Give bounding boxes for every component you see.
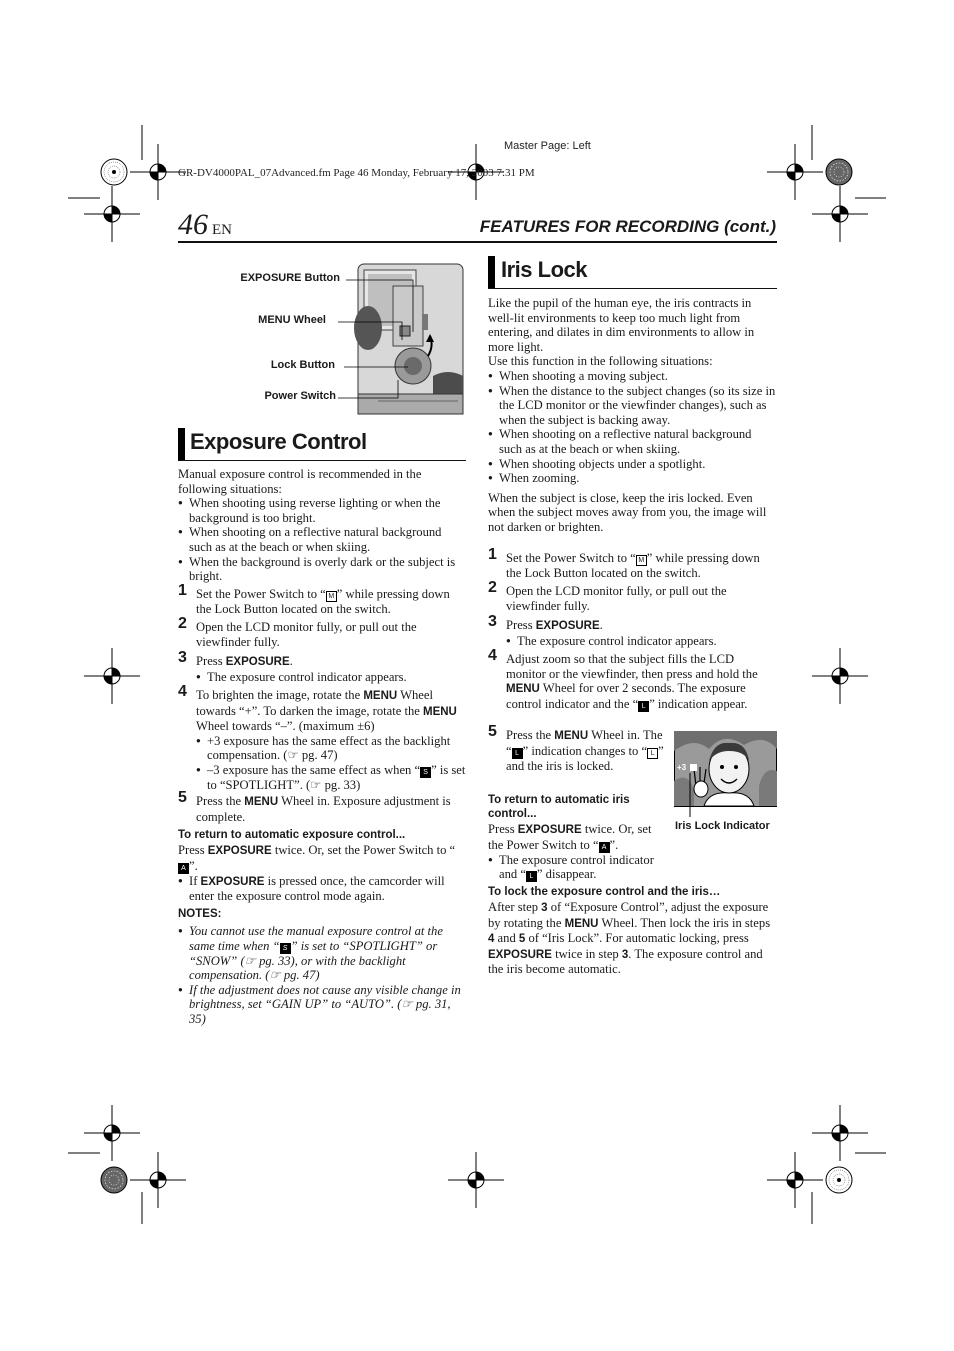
iris-note: When the subject is close, keep the iris locked. Even when the subject moves away from you, the image will not darken or brighten. xyxy=(488,490,767,534)
exposure-return-block: Press EXPOSURE twice. Or, set the Power Switch to “A ”. ● If EXPOSURE is pressed once, the camcorder will enter the exposure control mode again. xyxy=(178,843,466,904)
exposure-bullet: ● When shooting on a reflective natural background such as at the beach or when skiing. xyxy=(178,525,466,554)
master-page-label: Master Page: Left xyxy=(504,140,591,152)
iris-lock-figure xyxy=(674,731,778,817)
page-number: 46 xyxy=(178,208,208,241)
section-bar xyxy=(488,256,495,288)
iris-lock-icon: L xyxy=(526,871,537,882)
manual-mode-icon: M xyxy=(636,555,647,566)
iris-step-4: 4 Adjust zoom so that the subject fills the LCD monitor or the viewfinder, then press and hold the MENU Wheel for over 2 seconds. The exposure control indicator and the “ L ” indication appear. xyxy=(488,647,758,711)
iris-return-heading: To return to automatic iris control... xyxy=(488,794,630,820)
exposure-step-1: 1 Set the Power Switch to “ M ” while pressing down the Lock Button located on the switch. xyxy=(178,582,450,616)
step-number: 5 xyxy=(488,723,497,740)
iris-intro: Use this function in the following situations: xyxy=(488,354,713,369)
step-number: 3 xyxy=(178,649,187,666)
exposure-step-4: 4 To brighten the image, rotate the MENU Wheel towards “+”. To darken the image, rotate the MENU Wheel towards “–”. (maximum ±6) ● +3 exposure has the same effect as the backlight compensation. (☞ pg. 47) ● –3 exposure has the same effect as when “ S ” is set to “SPOTLIGHT”. (☞ pg. 33) xyxy=(178,688,466,793)
iris-intro-block xyxy=(488,296,777,535)
exposure-title-rule xyxy=(178,460,466,461)
lock-heading: To lock the exposure control and the iris… xyxy=(488,886,721,898)
note-item: ● You cannot use the manual exposure control at the same time when “ S ” is set to “SPOTLIGHT” or “SNOW” (☞ pg. 33), or with the backlight compensation. (☞ pg. 47) xyxy=(178,924,466,983)
exposure-step-4-note: ● +3 exposure has the same effect as the backlight compensation. (☞ pg. 47) xyxy=(196,734,466,763)
page-number-block xyxy=(178,208,232,242)
iris-intro: Like the pupil of the human eye, the iris contracts in well-lit environments to keep too much light from entering, and dilates in dim environments to allow in more light. xyxy=(488,296,755,354)
notes-block xyxy=(178,924,466,1027)
exposure-step-2: 2 Open the LCD monitor fully, or pull out the viewfinder fully. xyxy=(178,615,417,649)
step-number: 2 xyxy=(488,579,497,596)
exposure-intro: Manual exposure control is recommended in the following situations: xyxy=(178,467,422,496)
spotlight-icon: S xyxy=(420,767,431,778)
iris-step-3-note: ● The exposure control indicator appears. xyxy=(506,634,777,649)
iris-bullet: ● When zooming. xyxy=(488,471,777,486)
exposure-step-5: 5 Press the MENU Wheel in. Exposure adjustment is complete. xyxy=(178,789,451,824)
iris-bullet: ● When the distance to the subject changes (so its size in the LCD monitor or the viewfinder changes), such as when the subject is backing away. xyxy=(488,384,777,428)
exposure-bullet: ● When shooting using reverse lighting or when the background is too bright. xyxy=(178,496,466,525)
leader-lines xyxy=(338,270,428,410)
notes-heading: NOTES: xyxy=(178,908,222,920)
manual-mode-icon: M xyxy=(326,591,337,602)
auto-mode-icon: A xyxy=(178,863,189,874)
label-exposure-button: EXPOSURE Button xyxy=(240,272,340,284)
step-number: 1 xyxy=(178,582,187,599)
page-language: EN xyxy=(212,222,232,238)
iris-step-3: 3 Press EXPOSURE. ● The exposure control indicator appears. xyxy=(488,618,777,648)
file-info: GR-DV4000PAL_07Advanced.fm Page 46 Monday, February 17, 2003 7:31 PM xyxy=(178,167,535,179)
iris-locked-icon: L xyxy=(647,748,658,759)
label-lock-button: Lock Button xyxy=(270,359,335,371)
exposure-step-3: 3 Press EXPOSURE. ● The exposure control indicator appears. xyxy=(178,654,466,684)
label-power-switch: Power Switch xyxy=(264,390,336,402)
iris-bullet: ● When shooting on a reflective natural background such as at the beach or when skiing. xyxy=(488,427,777,456)
step-number: 2 xyxy=(178,615,187,632)
exposure-return-heading: To return to automatic exposure control... xyxy=(178,829,406,841)
lock-block: After step 3 of “Exposure Control”, adjust the exposure by rotating the MENU Wheel. Then lock the iris in steps 4 and 5 of “Iris Lock”. For automatic locking, press EXPOSURE twice in step 3. The exposure control and the iris become automatic. xyxy=(488,900,771,977)
iris-bullet: ● When shooting objects under a spotlight. xyxy=(488,457,777,472)
iris-lock-icon: L xyxy=(512,748,523,759)
iris-figure-caption: Iris Lock Indicator xyxy=(675,820,770,832)
exposure-step-3-note: ● The exposure control indicator appears. xyxy=(196,670,466,685)
step-number: 4 xyxy=(178,683,187,700)
header-rule xyxy=(178,241,777,243)
step-number: 3 xyxy=(488,613,497,630)
iris-step-2: 2 Open the LCD monitor fully, or pull out the viewfinder fully. xyxy=(488,579,727,613)
figure-value: +3 xyxy=(677,763,687,772)
exposure-step-4-note: ● –3 exposure has the same effect as when “ S ” is set to “SPOTLIGHT”. (☞ pg. 33) xyxy=(196,763,466,793)
step-number: 4 xyxy=(488,647,497,664)
section-bar xyxy=(178,428,185,460)
spotlight-icon: S xyxy=(280,943,291,954)
iris-step-5: 5 Press the MENU Wheel in. The “ L ” indication changes to “ L ” and the iris is locked. xyxy=(488,723,664,773)
iris-title-rule xyxy=(488,288,777,289)
step-number: 5 xyxy=(178,789,187,806)
label-menu-wheel: MENU Wheel xyxy=(258,314,326,326)
exposure-bullet: ● When the background is overly dark or the subject is bright. xyxy=(178,555,466,584)
iris-step-1: 1 Set the Power Switch to “ M ” while pressing down the Lock Button located on the switch. xyxy=(488,546,760,580)
page-title: FEATURES FOR RECORDING (cont.) xyxy=(479,217,776,236)
iris-title: Iris Lock xyxy=(501,257,587,282)
note-item: ● If the adjustment does not cause any visible change in brightness, set “GAIN UP” to “AUTO”. (☞ pg. 31, 35) xyxy=(178,983,466,1027)
iris-lock-icon: L xyxy=(638,701,649,712)
exposure-intro-block xyxy=(178,467,466,584)
step-number: 1 xyxy=(488,546,497,563)
iris-bullet: ● When shooting a moving subject. xyxy=(488,369,777,384)
exposure-title: Exposure Control xyxy=(190,429,367,454)
auto-mode-icon: A xyxy=(599,842,610,853)
iris-return-block: Press EXPOSURE twice. Or, set the Power Switch to “ A ”. ● The exposure control indicator and “ L ” disappear. xyxy=(488,822,668,882)
